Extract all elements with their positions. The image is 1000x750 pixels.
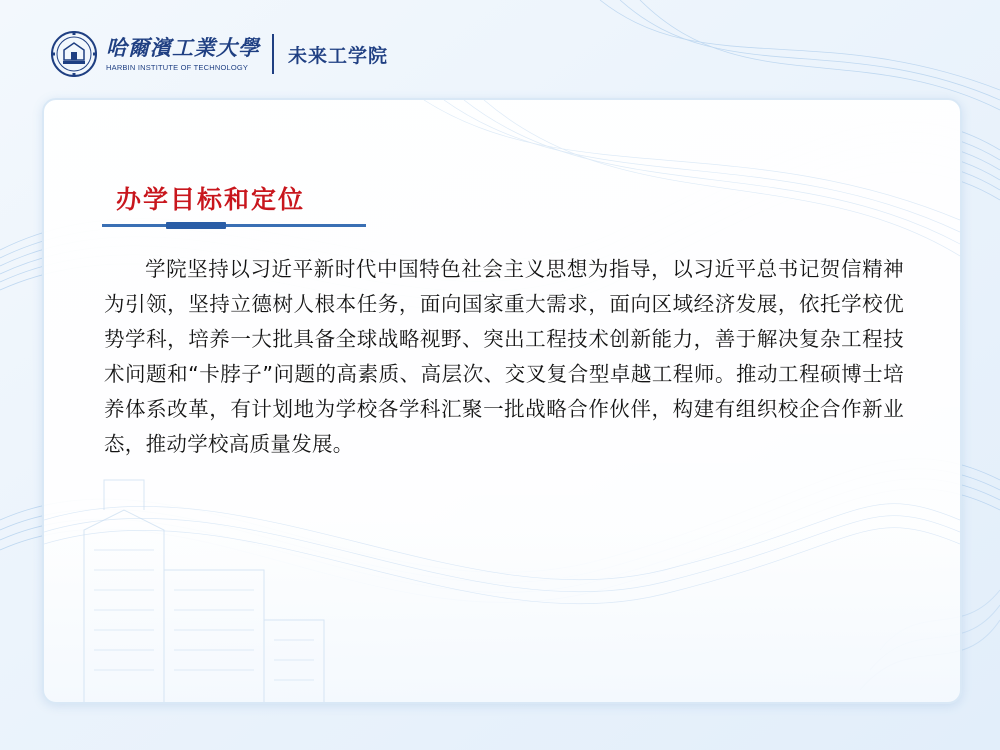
section-body-text: 学院坚持以习近平新时代中国特色社会主义思想为指导，以习近平总书记贺信精神为引领，坚持立德树人根本任务，面向国家重大需求，面向区域经济发展，依托学校优势学科，培养一大批具备全球战略视野、突出工程技术创新能力，善于解决复杂工程技术问题和“卡脖子”问题的高素质、高层次、交叉复合型卓越工程师。推动工程硕博士培养体系改革，有计划地为学校各学科汇聚一批战略合作伙伴，构建有组织校企合作新业态，推动学校高质量发展。 <box>104 257 904 456</box>
title-underline <box>102 224 366 227</box>
campus-building-watermark <box>84 480 324 702</box>
header-divider <box>272 34 274 74</box>
university-name-en: HARBIN INSTITUTE OF TECHNOLOGY <box>106 63 249 72</box>
section-title: 办学目标和定位 <box>116 185 306 214</box>
title-underline-accent <box>166 222 226 229</box>
header-logo-bar <box>50 30 388 78</box>
university-emblem-icon <box>50 30 98 78</box>
content-card <box>42 98 962 704</box>
university-name-cn: 哈爾濱工業大學 <box>106 35 260 60</box>
college-name: 未来工学院 <box>288 44 389 67</box>
university-name <box>106 36 260 72</box>
